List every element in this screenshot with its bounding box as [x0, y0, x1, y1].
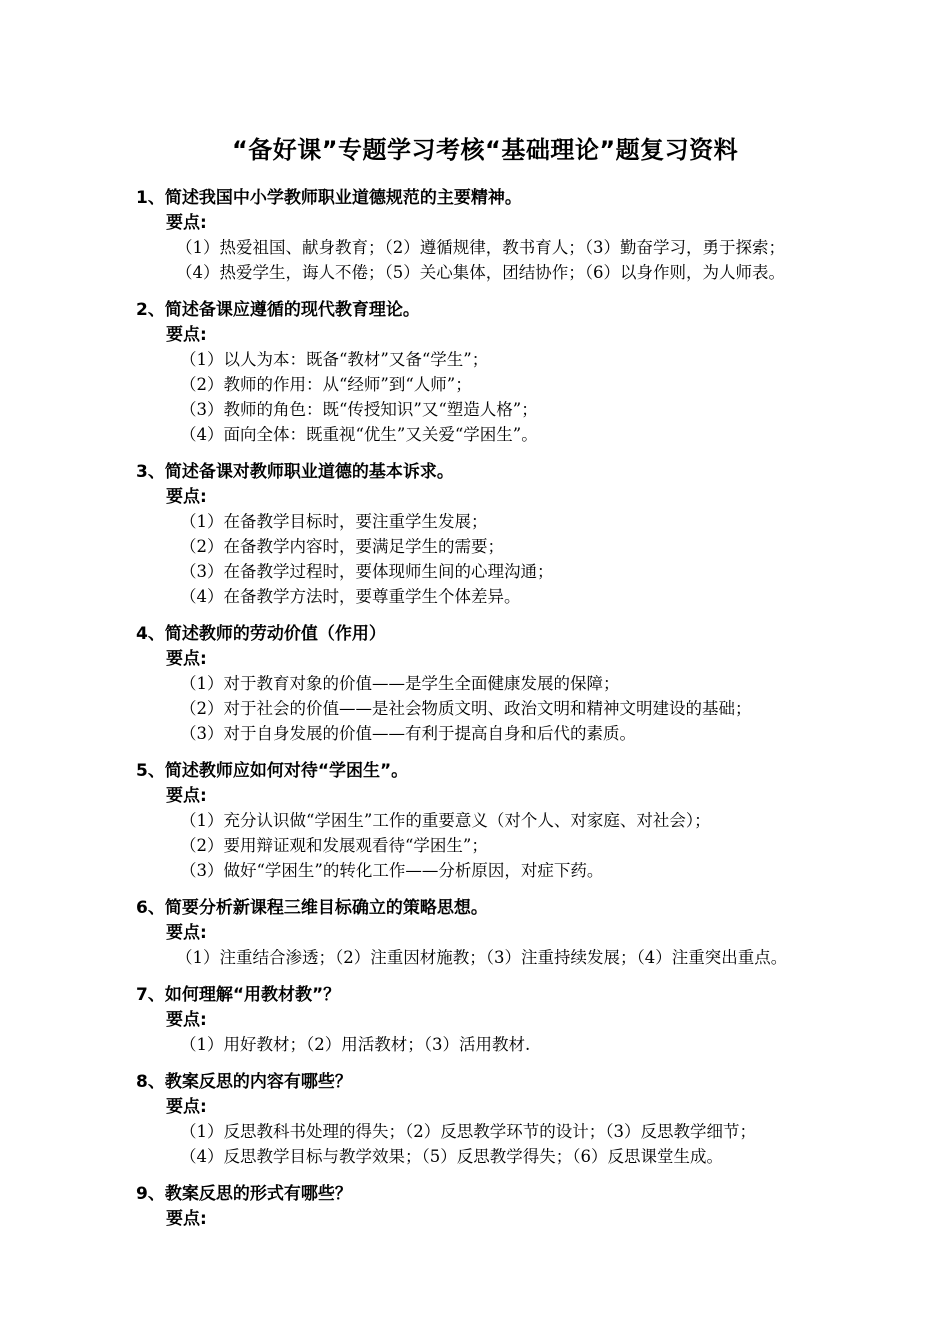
question-heading: 9、教案反思的形式有哪些？ [136, 1184, 352, 1204]
keypoint-item: （4）反思教学目标与教学效果；（5）反思教学得失；（6）反思课堂生成。 [180, 1147, 723, 1166]
question-heading: 4、简述教师的劳动价值（作用） [136, 624, 386, 644]
keypoint-item: （1）反思教科书处理的得失；（2）反思教学环节的设计；（3）反思教学细节； [180, 1122, 756, 1141]
question-heading: 8、教案反思的内容有哪些？ [136, 1072, 352, 1092]
keypoint-item: （2）对于社会的价值——是社会物质文明、政治文明和精神文明建设的基础； [180, 699, 752, 718]
keypoint-item: （3）对于自身发展的价值——有利于提高自身和后代的素质。 [180, 724, 636, 743]
question-heading: 5、简述教师应如何对待“学困生”。 [136, 761, 409, 781]
keypoint-item: （1）以人为本：既备“教材”又备“学生”； [180, 350, 489, 369]
keypoint-item: （2）要用辩证观和发展观看待“学困生”； [180, 836, 488, 855]
keypoint-item: （4）在备教学方法时，要尊重学生个体差异。 [180, 587, 521, 606]
question-heading: 2、简述备课应遵循的现代教育理论。 [136, 300, 420, 320]
keypoint-label: 要点: [166, 1010, 207, 1030]
keypoint-label: 要点: [166, 923, 207, 943]
keypoint-item: （4）面向全体：既重视“优生”又关爱“学困生”。 [180, 425, 538, 444]
question-heading: 3、简述备课对教师职业道德的基本诉求。 [136, 462, 454, 482]
keypoint-item: （1）在备教学目标时，要注重学生发展； [180, 512, 488, 531]
keypoint-item: （2）在备教学内容时，要满足学生的需要； [180, 537, 504, 556]
keypoint-label: 要点: [166, 1097, 207, 1117]
keypoint-item: （1）充分认识做“学困生”工作的重要意义（对个人、对家庭、对社会）； [180, 811, 711, 830]
keypoint-label: 要点: [166, 1209, 207, 1229]
keypoint-item: （1）用好教材；（2）用活教材；（3）活用教材. [180, 1035, 531, 1054]
keypoint-item: （4）热爱学生，诲人不倦；（5）关心集体，团结协作；（6）以身作则，为人师表。 [176, 263, 785, 282]
page-title: “备好课”专题学习考核“基础理论”题复习资料 [232, 136, 739, 164]
keypoint-item: （1）注重结合渗透；（2）注重因材施教；（3）注重持续发展；（4）注重突出重点。 [176, 948, 788, 967]
question-heading: 7、如何理解“用教材教”？ [136, 985, 341, 1005]
keypoint-item: （1）热爱祖国、献身教育；（2）遵循规律，教书育人；（3）勤奋学习，勇于探索； [176, 238, 785, 257]
keypoint-item: （3）在备教学过程时，要体现师生间的心理沟通； [180, 562, 554, 581]
keypoint-label: 要点: [166, 325, 207, 345]
keypoint-item: （2）教师的作用：从“经师”到“人师”； [180, 375, 472, 394]
keypoint-item: （3）教师的角色：既“传授知识”又“塑造人格”； [180, 400, 538, 419]
keypoint-item: （1）对于教育对象的价值——是学生全面健康发展的保障； [180, 674, 620, 693]
keypoint-label: 要点: [166, 213, 207, 233]
keypoint-item: （3）做好“学困生”的转化工作——分析原因，对症下药。 [180, 861, 604, 880]
keypoint-label: 要点: [166, 649, 207, 669]
question-heading: 1、简述我国中小学教师职业道德规范的主要精神。 [136, 188, 522, 208]
keypoint-label: 要点: [166, 487, 207, 507]
keypoint-label: 要点: [166, 786, 207, 806]
question-heading: 6、简要分析新课程三维目标确立的策略思想。 [136, 898, 488, 918]
